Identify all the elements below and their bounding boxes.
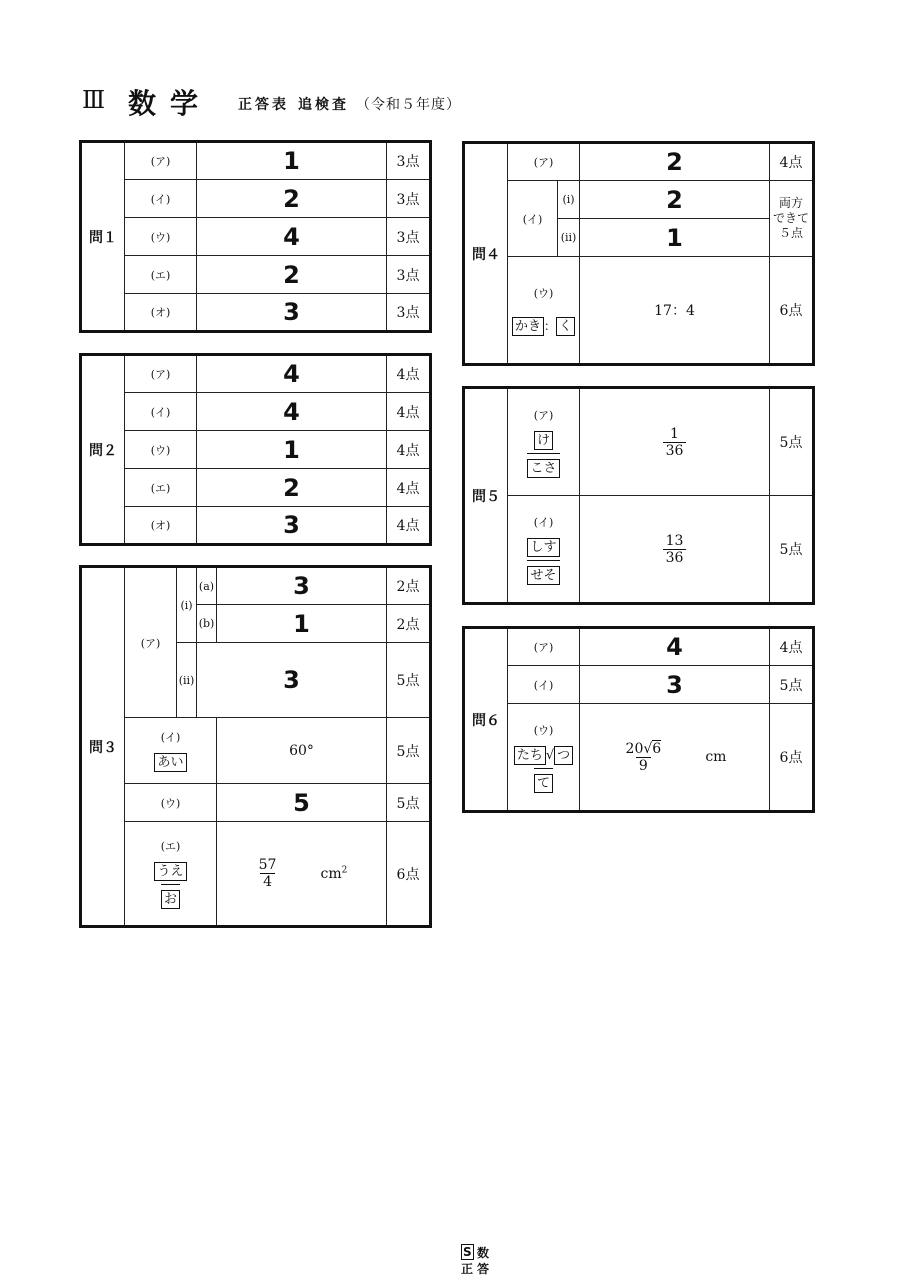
sub-label: (ア) xyxy=(125,142,197,180)
answer-cell xyxy=(580,388,770,496)
answer-cell: 2 xyxy=(580,181,770,219)
ratio-colon: ： xyxy=(543,318,556,333)
points-cell: 6点 xyxy=(770,257,814,365)
radicand: 6 xyxy=(652,740,662,757)
footer-char: 答 xyxy=(477,1262,490,1276)
points-line: ５点 xyxy=(778,226,803,240)
sub-label-cell xyxy=(508,257,580,365)
answer-box: あい xyxy=(154,753,186,772)
answer-box: つ xyxy=(554,746,573,765)
points-cell: 4点 xyxy=(387,507,431,545)
answer-cell: 1 xyxy=(197,431,387,469)
answer-cell: 2 xyxy=(197,180,387,218)
sub-label-cell xyxy=(508,388,580,496)
sub-sub-label: (ⅰ) xyxy=(558,181,580,219)
box-fraction xyxy=(527,536,559,585)
sub-label: (ア) xyxy=(508,143,580,181)
question-number: 問６ xyxy=(464,628,508,812)
sub-label: (ア) xyxy=(533,408,554,422)
answer-cell: 1 xyxy=(580,219,770,257)
question-number: 問５ xyxy=(464,388,508,604)
sub-label: (ウ) xyxy=(125,784,217,822)
question-6-table xyxy=(462,626,815,813)
fraction xyxy=(623,741,665,774)
answer-box: しす xyxy=(527,538,559,557)
answer-key-label: 正答表 xyxy=(238,97,289,113)
points-cell: 3点 xyxy=(387,180,431,218)
unit xyxy=(321,866,348,882)
sub-label: (ウ) xyxy=(533,286,554,300)
question-number: 問１ xyxy=(81,142,125,332)
answer-box: お xyxy=(161,890,180,909)
question-2-table xyxy=(79,353,432,546)
sub-label: (イ) xyxy=(125,393,197,431)
sub-label: (ア) xyxy=(125,355,197,393)
sub-label: (ウ) xyxy=(125,218,197,256)
answer-cell: 2 xyxy=(580,143,770,181)
sub-label: (イ) xyxy=(533,515,554,529)
sub-label: (ア) xyxy=(508,628,580,666)
answer-cell: 3 xyxy=(197,294,387,332)
answer-box: うえ xyxy=(154,862,186,881)
points-cell: 5点 xyxy=(387,718,431,784)
answer-cell: 4 xyxy=(197,218,387,256)
points-cell: 6点 xyxy=(770,704,814,812)
answer-box: こさ xyxy=(527,459,559,478)
footer-code xyxy=(460,1244,500,1280)
sub-label: (イ) xyxy=(508,181,558,257)
box-fraction xyxy=(154,860,186,909)
sqrt-symbol: √ xyxy=(545,747,555,763)
answer-box: たち xyxy=(514,746,546,765)
answer-cell: 3 xyxy=(217,567,387,605)
sub-label-cell xyxy=(125,718,217,784)
sub-label-cell xyxy=(508,704,580,812)
question-3-table xyxy=(79,565,432,928)
denominator: 4 xyxy=(260,873,275,890)
denominator: 36 xyxy=(663,442,687,459)
unit: cm xyxy=(705,749,727,765)
denominator: 36 xyxy=(663,549,687,566)
answer-cell: 2 xyxy=(197,256,387,294)
sub-label-cell xyxy=(508,496,580,604)
footer-char: 正 xyxy=(461,1262,474,1276)
answer-cell: 4 xyxy=(197,393,387,431)
exam-type-label: 追検査 xyxy=(298,97,349,113)
question-number: 問４ xyxy=(464,143,508,365)
sub-label: (オ) xyxy=(125,294,197,332)
points-cell: 2点 xyxy=(387,567,431,605)
numerator: 1 xyxy=(670,425,679,442)
sub-label: (ウ) xyxy=(533,723,554,737)
sqrt-symbol: √ xyxy=(643,740,653,757)
points-cell: 6点 xyxy=(387,822,431,927)
points-cell: 4点 xyxy=(387,469,431,507)
answer-cell: 3 xyxy=(197,507,387,545)
points-cell: 3点 xyxy=(387,256,431,294)
question-number: 問２ xyxy=(81,355,125,545)
sub-sub-label: (ⅱ) xyxy=(177,643,197,718)
sub-sub-label: (ⅰ) xyxy=(177,567,197,643)
footer-letter: S xyxy=(463,1245,472,1259)
answer-cell: 1 xyxy=(197,142,387,180)
points-line: できて xyxy=(772,211,809,225)
answer-box: け xyxy=(534,431,553,450)
sub-label: (イ) xyxy=(508,666,580,704)
points-cell: 4点 xyxy=(770,143,814,181)
points-cell: 3点 xyxy=(387,142,431,180)
answer-box: て xyxy=(534,774,553,793)
answer-box: せそ xyxy=(527,566,559,585)
answer-cell: 4 xyxy=(197,355,387,393)
points-cell: 4点 xyxy=(387,355,431,393)
fraction xyxy=(663,426,687,459)
points-cell: 2点 xyxy=(387,605,431,643)
points-cell: 3点 xyxy=(387,294,431,332)
answer-cell: 5 xyxy=(217,784,387,822)
points-cell: 4点 xyxy=(387,393,431,431)
question-5-table xyxy=(462,386,815,605)
answer-cell xyxy=(580,704,770,812)
sub-label: (エ) xyxy=(160,840,181,853)
numerator: 57 xyxy=(258,857,277,873)
numerator xyxy=(623,741,665,757)
answer-cell: 1 xyxy=(217,605,387,643)
fraction xyxy=(256,857,280,890)
answer-cell: 4 xyxy=(580,628,770,666)
sub-label: (ア) xyxy=(125,567,177,718)
answer-cell: 3 xyxy=(580,666,770,704)
answer-cell: 60° xyxy=(217,718,387,784)
points-line: 両方 xyxy=(778,196,803,210)
section-numeral: Ⅲ xyxy=(82,86,106,114)
question-1-table xyxy=(79,140,432,333)
answer-cell: 3 xyxy=(197,643,387,718)
denominator: 9 xyxy=(636,757,651,774)
sub-label-cell xyxy=(125,822,217,927)
unit-text: cm xyxy=(320,865,342,882)
answer-box: かき xyxy=(512,317,544,336)
points-cell: 3点 xyxy=(387,218,431,256)
question-number: 問３ xyxy=(81,567,125,927)
points-cell: 5点 xyxy=(770,388,814,496)
subject-title: 数学 xyxy=(128,87,213,120)
sub-label: (エ) xyxy=(125,469,197,507)
sub-label: (イ) xyxy=(125,180,197,218)
fraction xyxy=(663,533,687,566)
answer-cell xyxy=(580,496,770,604)
sub-label: (ウ) xyxy=(125,431,197,469)
answer-box: く xyxy=(556,317,575,336)
footer-char: 数 xyxy=(477,1246,490,1260)
part-label: (b) xyxy=(197,605,217,643)
points-cell: 5点 xyxy=(770,496,814,604)
points-cell xyxy=(770,181,814,257)
unit-exponent: 2 xyxy=(341,865,348,876)
answer-cell: 17：4 xyxy=(580,257,770,365)
year-label: （令和５年度） xyxy=(356,97,461,113)
answer-cell xyxy=(217,822,387,927)
part-label: (a) xyxy=(197,567,217,605)
sub-label: (エ) xyxy=(125,256,197,294)
numerator: 13 xyxy=(665,532,684,549)
points-cell: 5点 xyxy=(387,643,431,718)
sub-sub-label: (ⅱ) xyxy=(558,219,580,257)
box-fraction xyxy=(514,744,573,793)
box-fraction xyxy=(527,429,559,478)
sub-label: (イ) xyxy=(160,731,181,744)
question-4-table xyxy=(462,141,815,366)
numerator-coefficient: 20 xyxy=(625,740,644,757)
points-cell: 4点 xyxy=(770,628,814,666)
points-cell: 5点 xyxy=(770,666,814,704)
answer-cell: 2 xyxy=(197,469,387,507)
points-cell: 5点 xyxy=(387,784,431,822)
points-cell: 4点 xyxy=(387,431,431,469)
sub-label: (オ) xyxy=(125,507,197,545)
